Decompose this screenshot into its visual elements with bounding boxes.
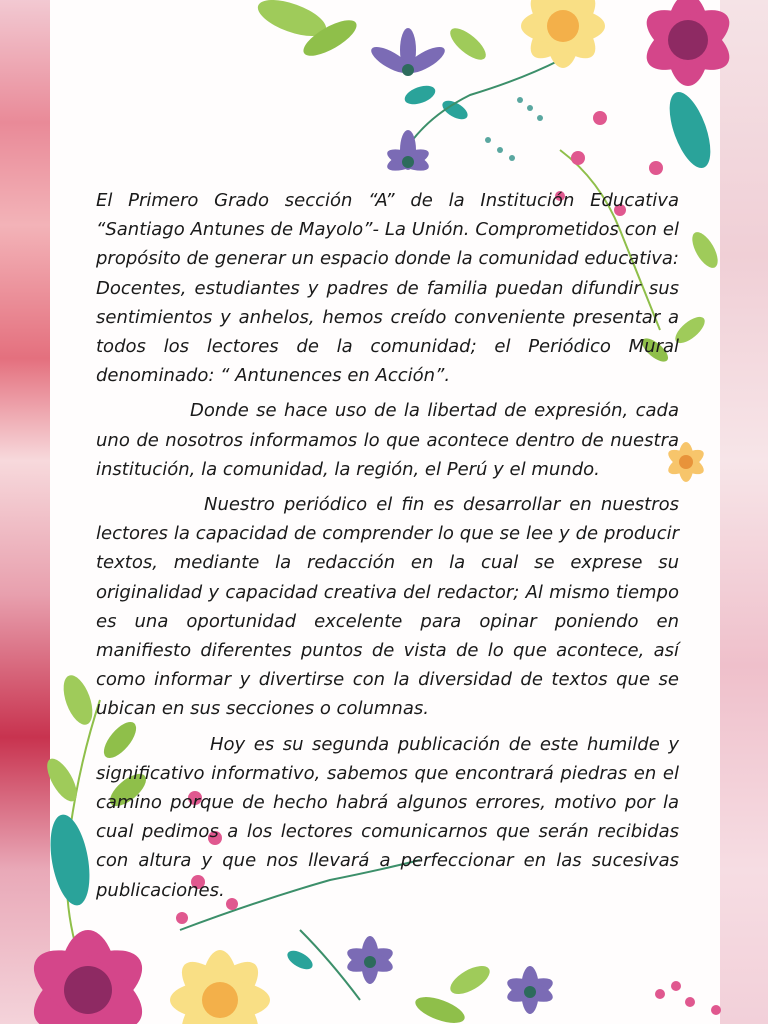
paragraph-1: El Primero Grado sección “A” de la Institución Educativa “Santiago Antunes de Mayolo”- La Unión. Comprometidos con el propósito de generar un espacio donde la comunidad educativa: Docentes, estudiantes y padres de familia puedan difundir sus sentimientos y anhelos, hemos creído conveniente presentar a todos los lectores de la comunidad; el Periódico Mural denominado: “ Antunences en Acción”. <box>96 190 679 387</box>
paragraph-3: Nuestro periódico el fin es desarrollar en nuestros lectores la capacidad de comprender lo que se lee y de producir textos, mediante la redacción en la cual se exprese su originalidad y capacidad creativa del redactor; Al mismo tiempo es una oportunidad excelente para opinar poniendo en manifiesto diferentes puntos de vista de lo que acontece, así como informar y divertirse con la diversidad de textos que se ubican en sus secciones o columnas. <box>96 494 679 720</box>
paragraph-2: Donde se hace uso de la libertad de expresión, cada uno de nosotros informamos lo que acontece dentro de nuestra institución, la comunidad, la región, el Perú y el mundo. <box>96 400 679 480</box>
intro-text <box>96 186 679 911</box>
paragraph-4: Hoy es su segunda publicación de este humilde y significativo informativo, sabemos que encontrará piedras en el camino porque de hecho habrá algunos errores, motivo por la cual pedimos a los lectores comunicarnos que serán recibidas con altura y que nos llevará a perfeccionar en las sucesivas publicaciones. <box>96 733 679 901</box>
